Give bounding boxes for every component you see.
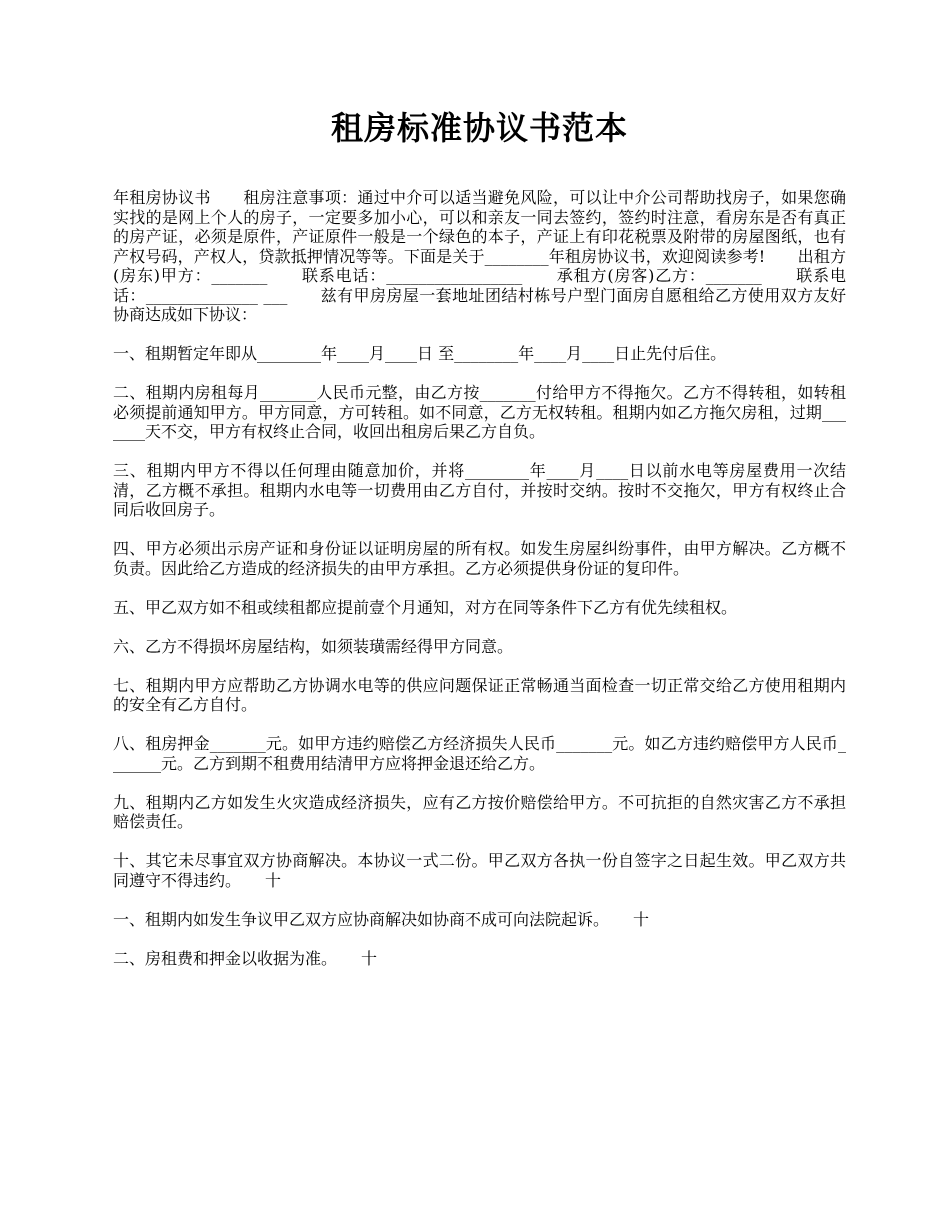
clause-5: 五、甲乙双方如不租或续租都应提前壹个月通知，对方在同等条件下乙方有优先续租权。 xyxy=(113,597,738,617)
clause-12: 二、房租费和押金以收据为准。 十 xyxy=(113,948,378,968)
clause-6: 六、乙方不得损坏房屋结构，如须装璜需经得甲方同意。 xyxy=(113,636,514,656)
document-title: 租房标准协议书范本 xyxy=(330,109,628,147)
clause-8: 八、租房押金_______元。如甲方违约赔偿乙方经济损失人民币_______元。如乙方违约赔偿甲方人民币_______元。乙方到期不租费用结清甲方应将押金退还给乙方。 xyxy=(113,734,846,773)
clause-10: 十、其它未尽事宜双方协商解决。本协议一式二份。甲乙双方各执一份自签字之日起生效。甲乙双方共同遵守不得违约。 十 xyxy=(113,851,846,890)
clause-9: 九、租期内乙方如发生火灾造成经济损失，应有乙方按价赔偿给甲方。不可抗拒的自然灾害乙方不承担赔偿责任。 xyxy=(113,792,846,831)
intro-paragraph: 年租房协议书 租房注意事项：通过中介可以适当避免风险，可以让中介公司帮助找房子，如果您确实找的是网上个人的房子，一定要多加小心，可以和亲友一同去签约，签约时注意，看房东是否有真正的房产证，必须是原件，产证原件一般是一个绿色的本子，产证上有印花税票及附带的房屋图纸，也有产权号码，产权人，贷款抵押情况等等。下面是关于________年租房协议书，欢迎阅读参考! 出租方(房东)甲方：_______ 联系电话：_________________ 承租方(房客)乙方：_______ 联系电话：______________ ___ 兹有甲房房屋一套地址团结村栋号户型门面房自愿租给乙方使用双方友好协商达成如下协议： xyxy=(113,188,846,324)
clause-4: 四、甲方必须出示房产证和身份证以证明房屋的所有权。如发生房屋纠纷事件，由甲方解决。乙方概不负责。因此给乙方造成的经济损失的由甲方承担。乙方必须提供身份证的复印件。 xyxy=(113,539,846,578)
clause-2: 二、租期内房租每月_______人民币元整，由乙方按_______付给甲方不得拖欠。乙方不得转租，如转租必须提前通知甲方。甲方同意，方可转租。如不同意，乙方无权转租。租期内如乙方拖欠房租，过期_______天不交，甲方有权终止合同，收回出租房后果乙方自负。 xyxy=(113,383,846,441)
clause-3: 三、租期内甲方不得以任何理由随意加价，并将________年____月____日以前水电等房屋费用一次结清，乙方概不承担。租期内水电等一切费用由乙方自付，并按时交纳。按时不交拖欠，甲方有权终止合同后收回房子。 xyxy=(113,461,846,519)
clause-11: 一、租期内如发生争议甲乙双方应协商解决如协商不成可向法院起诉。 十 xyxy=(113,909,650,929)
clause-7: 七、租期内甲方应帮助乙方协调水电等的供应问题保证正常畅通当面检查一切正常交给乙方使用租期内的安全有乙方自付。 xyxy=(113,675,846,714)
clause-1: 一、租期暂定年即从________年____月____日 至________年____月____日止先付后住。 xyxy=(113,344,727,363)
